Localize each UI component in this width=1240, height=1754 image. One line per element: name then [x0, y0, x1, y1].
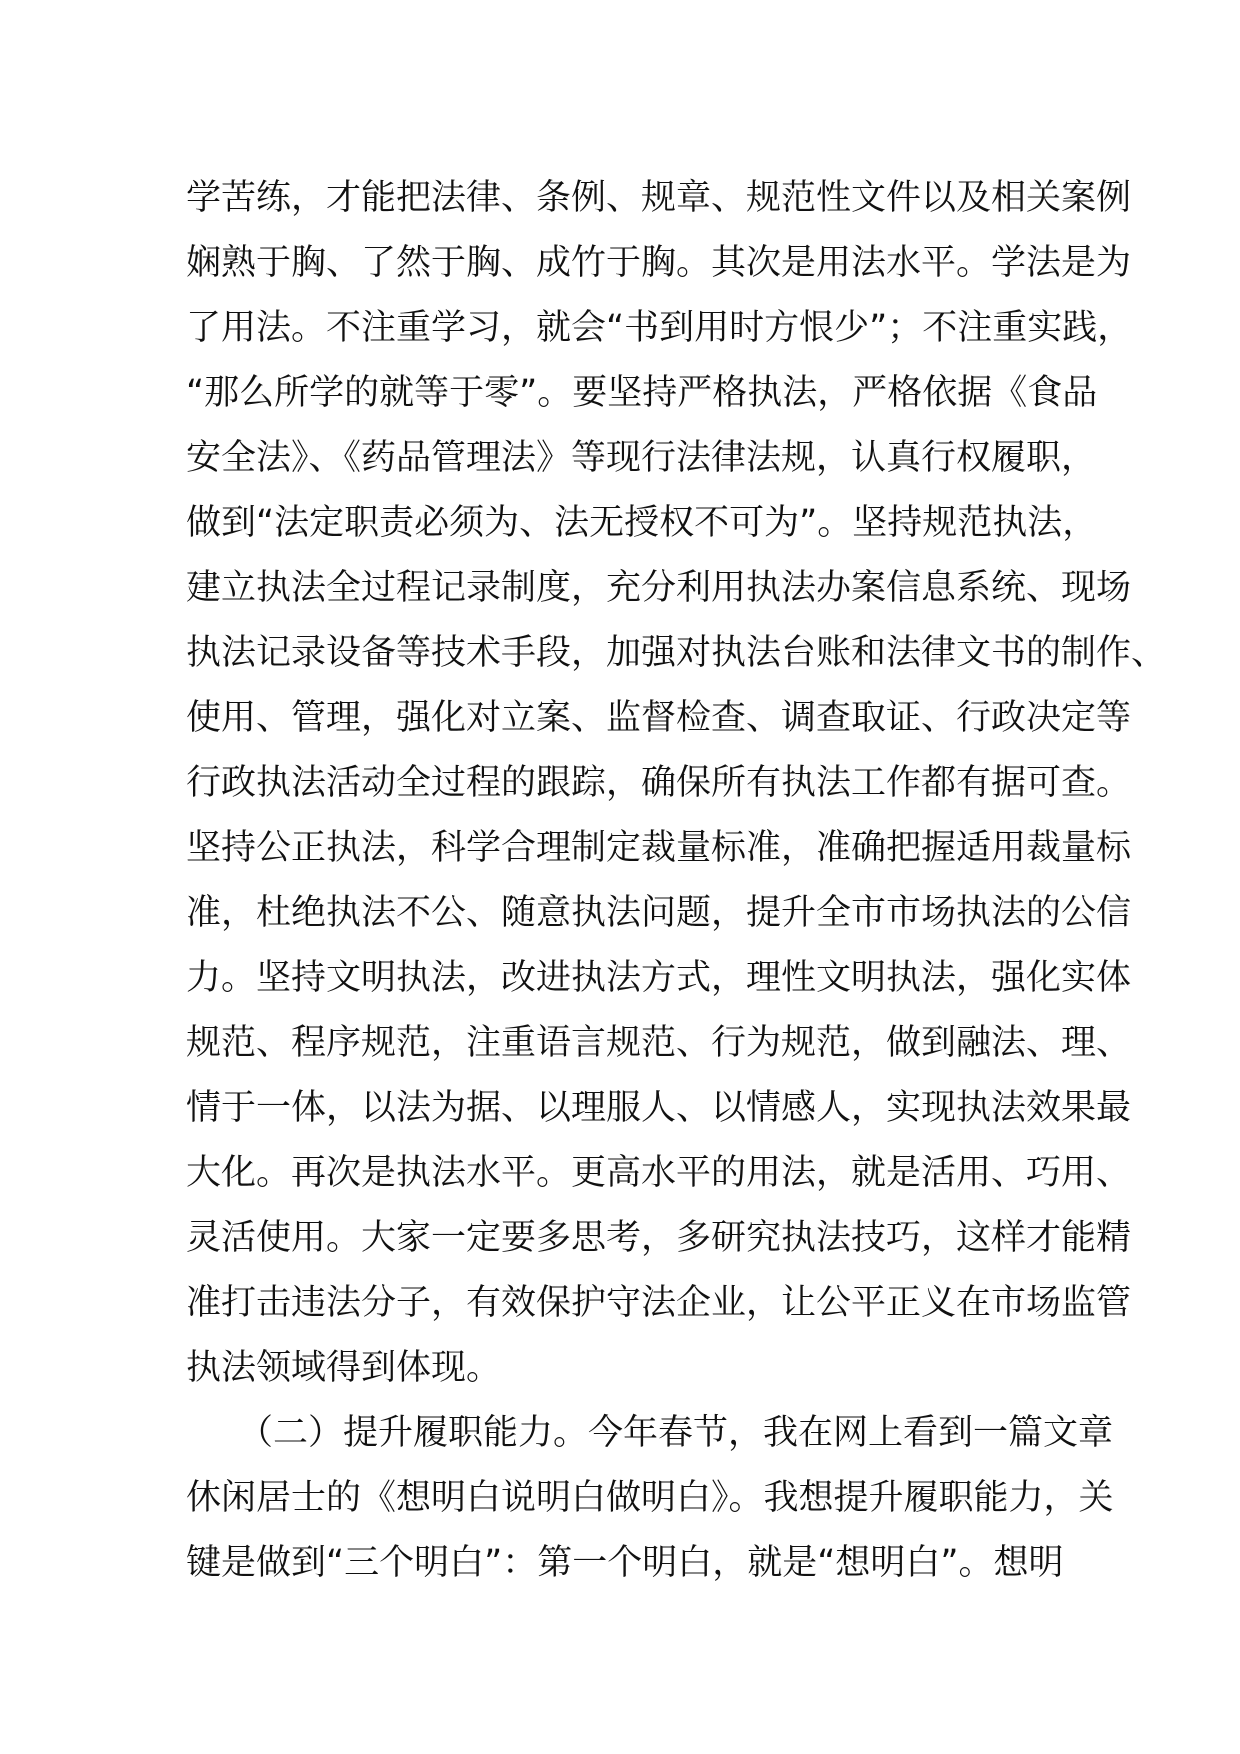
text-line: 准，杜绝执法不公、随意执法问题，提升全市市场执法的公信 [186, 893, 1132, 933]
text-line: 执法记录设备等技术手段，加强对执法台账和法律文书的制作、 [186, 633, 1167, 673]
text-line: 学苦练，才能把法律、条例、规章、规范性文件以及相关案例 [186, 178, 1132, 218]
text-line: 使用、管理，强化对立案、监督检查、调查取证、行政决定等 [186, 698, 1132, 738]
text-line: 行政执法活动全过程的跟踪，确保所有执法工作都有据可查。 [186, 763, 1132, 803]
text-line: 大化。再次是执法水平。更高水平的用法，就是活用、巧用、 [186, 1153, 1132, 1193]
text-line: 规范、程序规范，注重语言规范、行为规范，做到融法、理、 [186, 1023, 1132, 1063]
text-line: 了用法。不注重学习，就会“书到用时方恨少”；不注重实践， [186, 308, 1133, 348]
text-line: 键是做到“三个明白”：第一个明白，就是“想明白”。想明 [186, 1543, 1064, 1583]
text-line: 安全法》、《药品管理法》等现行法律法规，认真行权履职， [186, 438, 1097, 478]
text-line: 娴熟于胸、了然于胸、成竹于胸。其次是用法水平。学法是为 [186, 243, 1132, 283]
paragraph-start-line: （二）提升履职能力。今年春节，我在网上看到一篇文章 [238, 1413, 1114, 1453]
text-line: 坚持公正执法，科学合理制定裁量标准，准确把握适用裁量标 [186, 828, 1132, 868]
text-line: 力。坚持文明执法，改进执法方式，理性文明执法，强化实体 [186, 958, 1132, 998]
body-text [186, 166, 1167, 1596]
text-line: 休闲居士的《想明白说明白做明白》。我想提升履职能力，关 [186, 1478, 1114, 1518]
text-line: 情于一体，以法为据、以理服人、以情感人，实现执法效果最 [186, 1088, 1132, 1128]
text-line: “那么所学的就等于零”。要坚持严格执法，严格依据《食品 [186, 373, 1098, 413]
text-line: 建立执法全过程记录制度，充分利用执法办案信息系统、现场 [186, 568, 1132, 608]
text-line: 执法领域得到体现。 [186, 1348, 502, 1388]
text-line: 做到“法定职责必须为、法无授权不可为”。坚持规范执法， [186, 503, 1098, 543]
text-line: 灵活使用。大家一定要多思考，多研究执法技巧，这样才能精 [186, 1218, 1132, 1258]
text-line: 准打击违法分子，有效保护守法企业，让公平正义在市场监管 [186, 1283, 1132, 1323]
